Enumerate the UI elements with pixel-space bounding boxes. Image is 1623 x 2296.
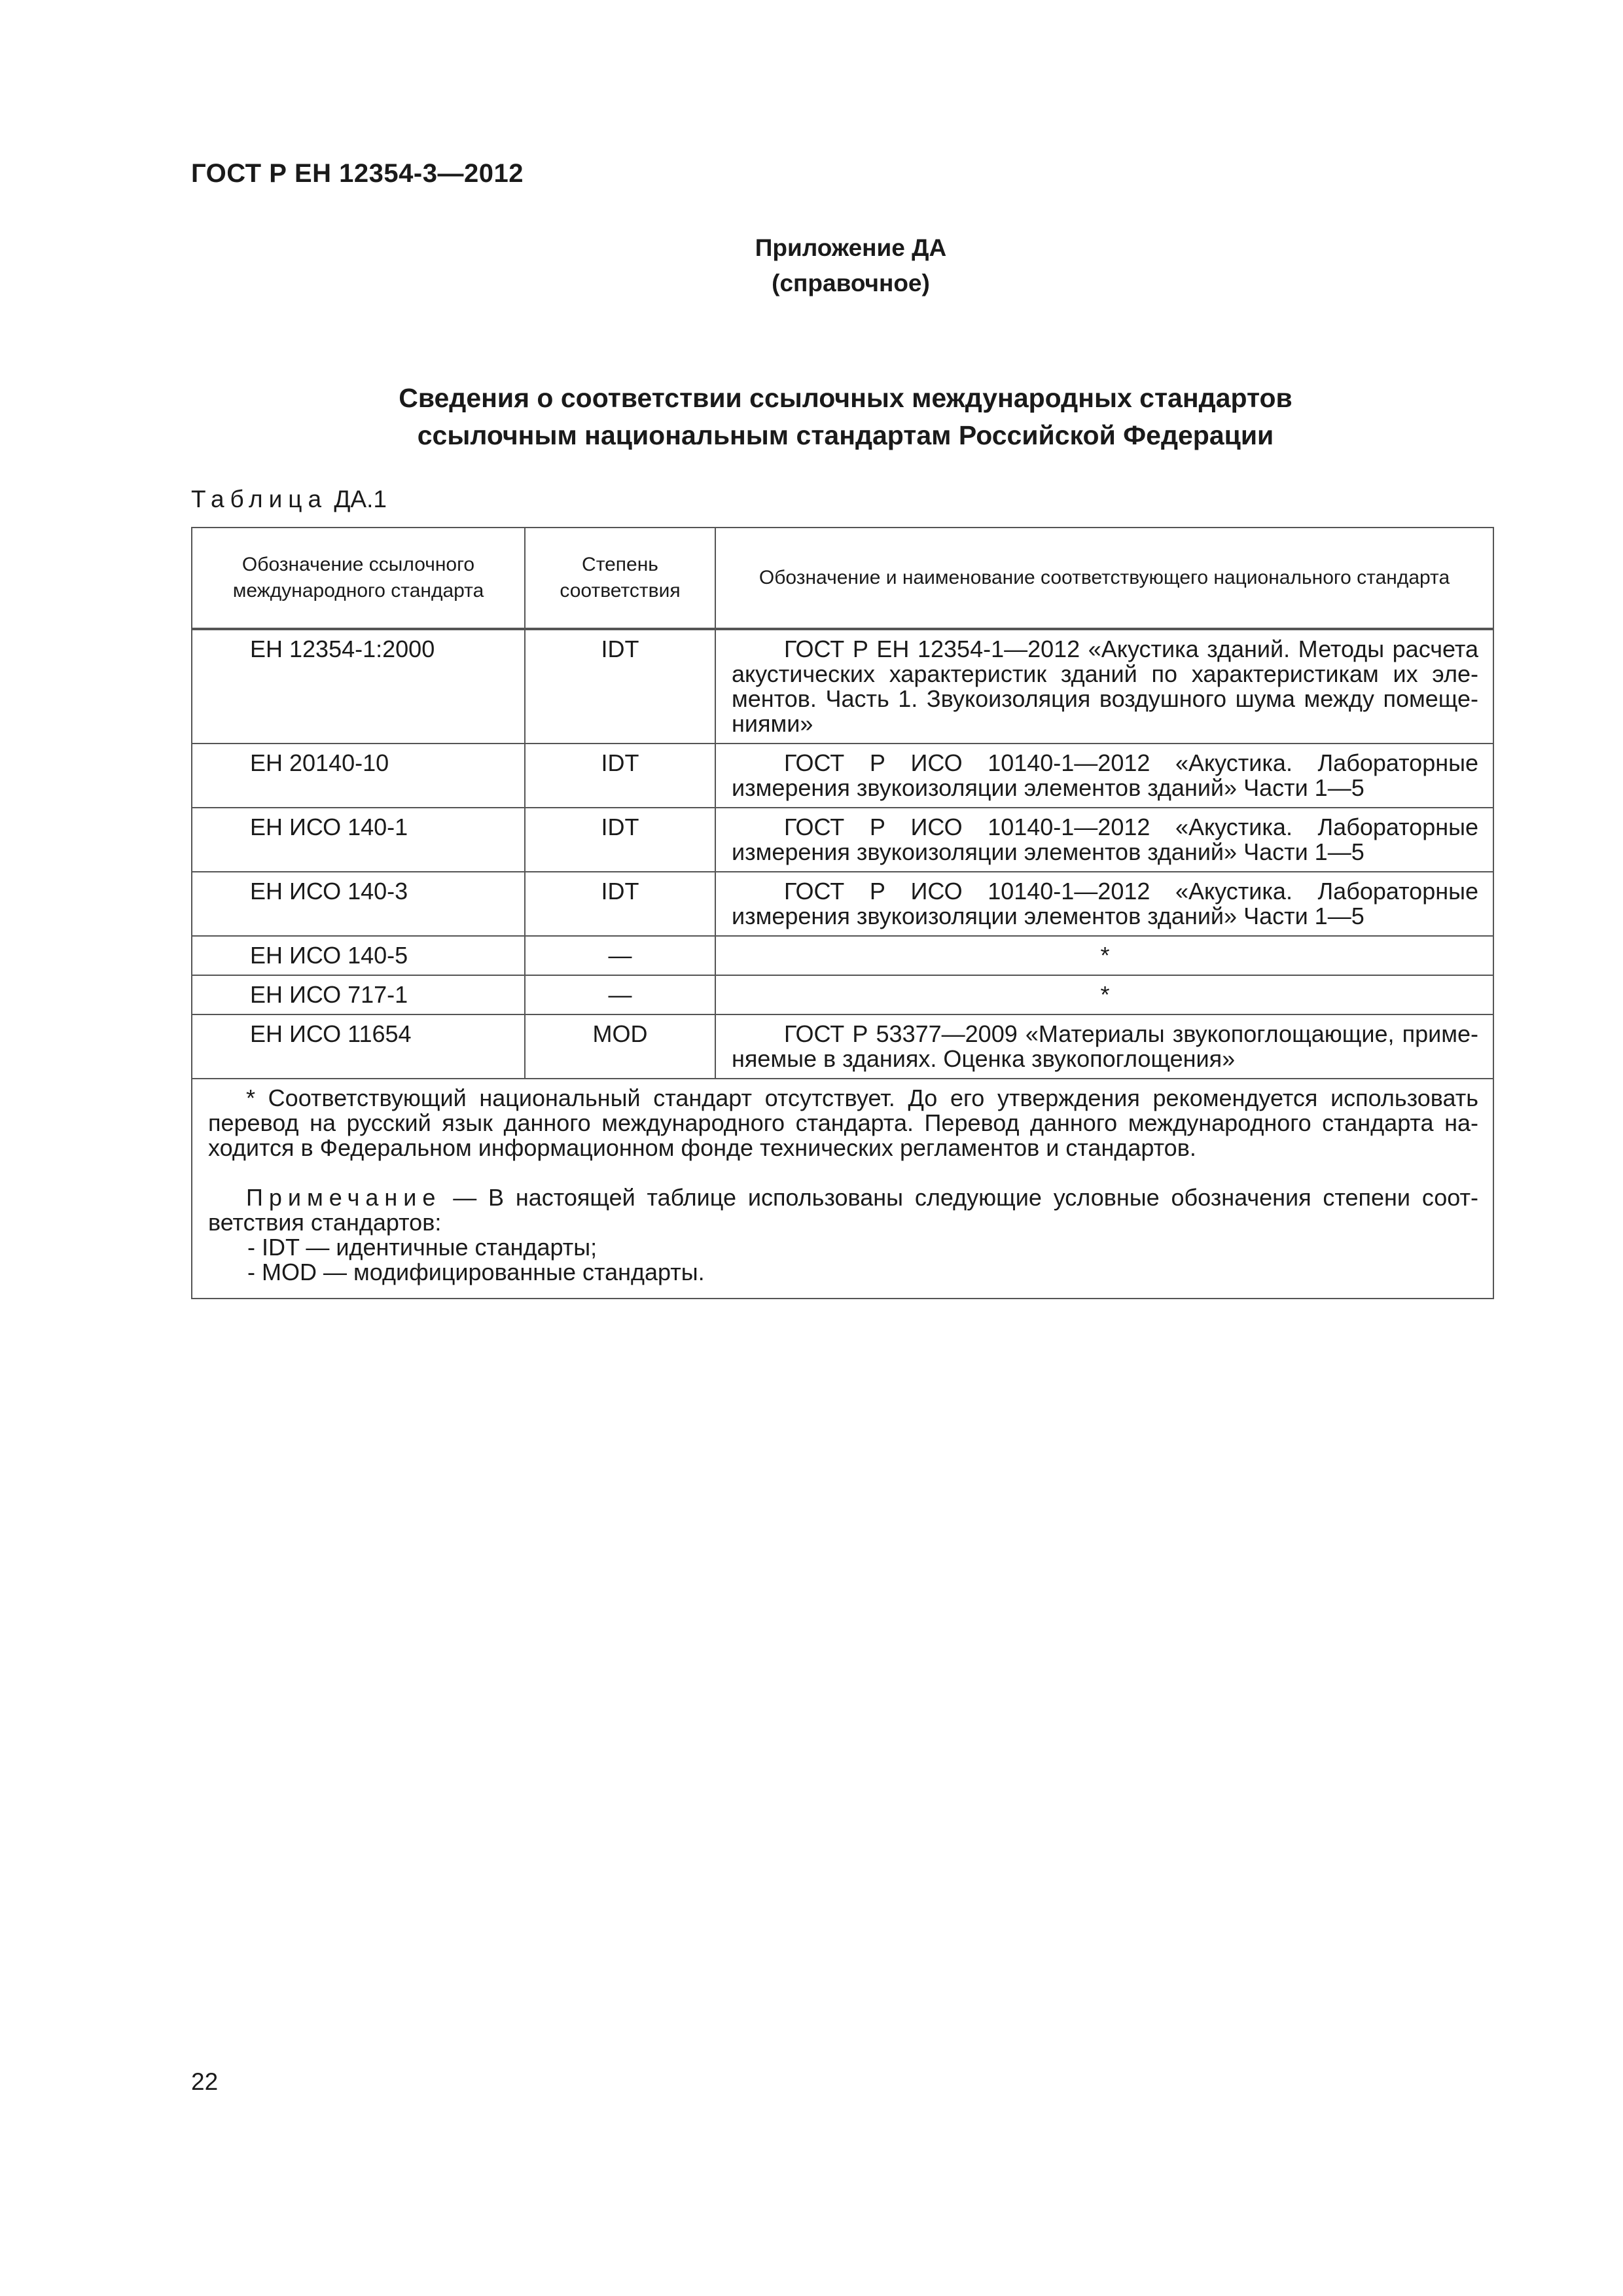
page-number: 22	[191, 2068, 219, 2095]
table-note-label: Примечание	[246, 1184, 442, 1211]
cell-national-standard: ГОСТ Р ИСО 10140-1—2012 «Акустика. Лабораторные измерения звукоизоляции элементов зданий» Части 1—5	[715, 808, 1493, 872]
table-row	[192, 975, 1493, 1014]
cell-degree: IDT	[525, 744, 715, 808]
column-header-degree	[525, 528, 715, 629]
table-row	[192, 744, 1493, 808]
document-code-header: ГОСТ Р ЕН 12354-3—2012	[191, 159, 524, 188]
cell-degree: IDT	[525, 872, 715, 936]
appendix-label: Приложение ДА	[755, 234, 947, 261]
column-header-line: Степень	[582, 554, 658, 575]
column-header-line: Обозначение ссылочного	[241, 554, 475, 575]
section-title-line-1: Сведения о соответствии ссылочных международных стандартов	[399, 383, 1293, 413]
column-header-national-standard	[715, 528, 1493, 629]
cell-international-standard: ЕН ИСО 11654	[192, 1014, 525, 1079]
section-title	[191, 380, 1500, 454]
cell-national-standard: *	[715, 975, 1493, 1014]
cell-national-standard: ГОСТ Р ИСО 10140-1—2012 «Акустика. Лабораторные измерения звукоизоляции элементов зданий» Части 1—5	[715, 744, 1493, 808]
cell-international-standard: ЕН ИСО 140-5	[192, 936, 525, 975]
table-row	[192, 872, 1493, 936]
table-row	[192, 936, 1493, 975]
table-note	[208, 1185, 1478, 1235]
appendix-type: (справочное)	[772, 270, 930, 296]
table-row	[192, 629, 1493, 744]
table-footnote: * Соответствующий национальный стандарт отсутствует. До его утверждения рекомендуется использовать перевод на русский язык данного международного стандарта. Перевод данного международного стандарта находится в Федеральном информационном фонде технических регламентов и стандартов.	[208, 1085, 1478, 1161]
cell-national-standard: ГОСТ Р ИСО 10140-1—2012 «Акустика. Лабораторные измерения звукоизоляции элементов зданий» Части 1—5	[715, 872, 1493, 936]
column-header-line: Обозначение и наименование соответствующего национального стандарта	[758, 567, 1450, 588]
cell-international-standard: ЕН ИСО 717-1	[192, 975, 525, 1014]
table-footnote-row	[192, 1079, 1493, 1299]
cell-international-standard: ЕН 20140-10	[192, 744, 525, 808]
cell-degree: IDT	[525, 808, 715, 872]
note-list-item: - MOD — модифицированные стандарты.	[247, 1259, 705, 1285]
table-row	[192, 808, 1493, 872]
cell-degree: —	[525, 936, 715, 975]
column-header-line: соответствия	[560, 580, 681, 601]
cell-degree: MOD	[525, 1014, 715, 1079]
table-row	[192, 1014, 1493, 1079]
cell-national-standard: ГОСТ Р 53377—2009 «Материалы звукопоглощающие, применяемые в зданиях. Оценка звукопоглощения»	[715, 1014, 1493, 1079]
cell-degree: —	[525, 975, 715, 1014]
table-caption-number: ДА.1	[334, 486, 387, 512]
cell-national-standard: ГОСТ Р ЕН 12354-1—2012 «Акустика зданий. Методы расчета акустических характеристик зданий по характеристикам их элементов. Часть 1. Звукоизоляция воздушного шума между помещениями»	[715, 629, 1493, 744]
table-note-text: — В настоящей таблице использованы следующие условные обозначения степени соответствия стандартов:	[208, 1184, 1478, 1236]
appendix-heading	[589, 230, 1113, 301]
table-caption-label: Таблица	[191, 486, 328, 512]
cell-international-standard: ЕН ИСО 140-1	[192, 808, 525, 872]
table-caption	[191, 486, 387, 513]
table-footnote-cell	[192, 1079, 1493, 1299]
cell-international-standard: ЕН ИСО 140-3	[192, 872, 525, 936]
cell-international-standard: ЕН 12354-1:2000	[192, 629, 525, 744]
column-header-international-standard	[192, 528, 525, 629]
note-list-item: - IDT — идентичные стандарты;	[247, 1234, 597, 1261]
column-header-line: международного стандарта	[232, 580, 484, 601]
standards-correspondence-table	[191, 527, 1494, 1299]
table-header-row	[192, 528, 1493, 629]
cell-degree: IDT	[525, 629, 715, 744]
cell-national-standard: *	[715, 936, 1493, 975]
section-title-line-2: ссылочным национальным стандартам Российской Федерации	[417, 420, 1274, 450]
